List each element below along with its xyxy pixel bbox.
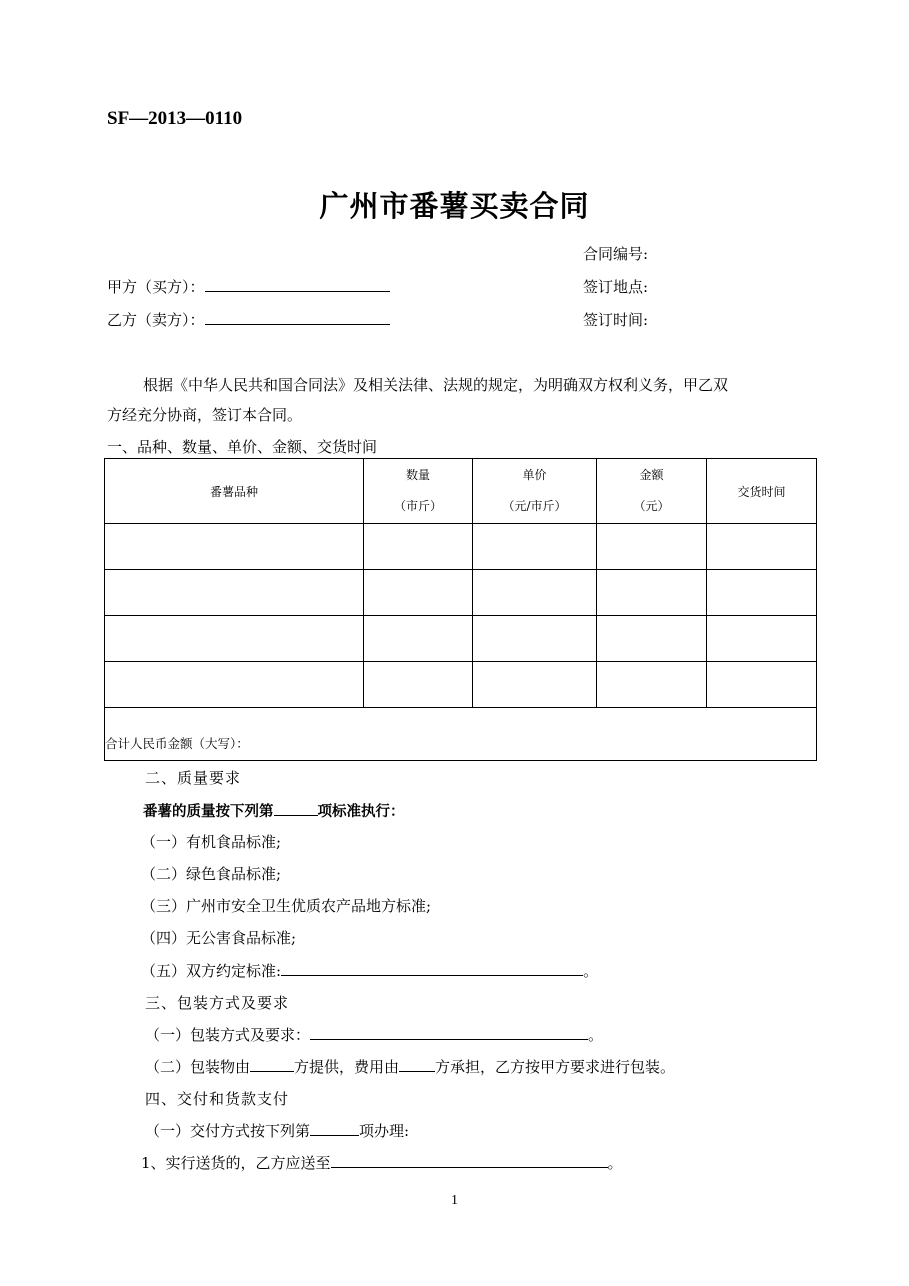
header-unit-price-label: 单价 xyxy=(522,468,547,482)
header-amount-label: 金额 xyxy=(639,468,664,482)
table-cell[interactable] xyxy=(473,570,597,616)
quality-item: （二）绿色食品标准; xyxy=(141,865,282,883)
section-3-heading: 三、包装方式及要求 xyxy=(145,994,290,1012)
delivery-destination-end: 。 xyxy=(607,1154,623,1172)
table-cell[interactable] xyxy=(597,616,707,662)
table-cell[interactable] xyxy=(707,662,817,708)
table-cell[interactable] xyxy=(597,662,707,708)
table-cell[interactable] xyxy=(473,662,597,708)
table-row xyxy=(105,524,817,570)
agreed-standard-label: （五）双方约定标准: xyxy=(141,962,282,980)
delivery-method-end: 项办理: xyxy=(359,1122,410,1140)
quality-clause xyxy=(143,800,405,821)
party-a-row xyxy=(107,276,390,297)
table-cell[interactable] xyxy=(597,570,707,616)
delivery-destination-label: 1、实行送货的，乙方应送至 xyxy=(141,1154,331,1172)
packaging-method-blank[interactable] xyxy=(310,1024,588,1040)
total-amount-cell[interactable] xyxy=(105,708,817,761)
sign-place-label: 签订地点: xyxy=(583,278,649,296)
table-cell[interactable] xyxy=(105,616,364,662)
table-cell[interactable] xyxy=(597,524,707,570)
delivery-method-blank[interactable] xyxy=(310,1120,359,1136)
packaging-method-label: （一）包装方式及要求： xyxy=(145,1026,311,1044)
table-row xyxy=(105,570,817,616)
header-quantity xyxy=(364,459,473,524)
page-number: 1 xyxy=(451,1193,458,1208)
delivery-destination xyxy=(141,1152,623,1173)
table-cell[interactable] xyxy=(105,570,364,616)
quality-clause-end: 项标准执行： xyxy=(317,804,405,820)
quality-item-agreed xyxy=(141,960,598,981)
table-cell[interactable] xyxy=(364,616,473,662)
quality-clause-start: 番薯的质量按下列第 xyxy=(143,804,274,820)
table-row xyxy=(105,662,817,708)
quality-item: （一）有机食品标准; xyxy=(141,833,282,851)
section-4-heading: 四、交付和货款支付 xyxy=(145,1090,290,1108)
party-a-label: 甲方（买方）： xyxy=(107,278,205,296)
document-code: SF—2013—0110 xyxy=(107,108,243,129)
table-total-row xyxy=(105,708,817,761)
intro-line-2: 方经充分协商，签订本合同。 xyxy=(107,406,303,424)
table-cell[interactable] xyxy=(473,524,597,570)
party-b-blank[interactable] xyxy=(205,309,390,325)
table-cell[interactable] xyxy=(364,524,473,570)
header-quantity-label: 数量 xyxy=(405,468,430,482)
total-amount-label: 合计人民币金额（大写）： xyxy=(105,736,249,751)
header-delivery-time: 交货时间 xyxy=(707,459,817,524)
table-cell[interactable] xyxy=(364,570,473,616)
table-cell[interactable] xyxy=(473,616,597,662)
table-row xyxy=(105,616,817,662)
packaging-provider-mid: 方提供，费用由 xyxy=(294,1058,400,1076)
header-unit-price-unit: （元/市斤） xyxy=(502,499,567,513)
quality-item: （四）无公害食品标准; xyxy=(141,929,297,947)
header-variety: 番薯品种 xyxy=(105,459,364,524)
header-amount xyxy=(597,459,707,524)
party-a-blank[interactable] xyxy=(205,276,390,292)
delivery-method-start: （一）交付方式按下列第 xyxy=(145,1122,311,1140)
table-cell[interactable] xyxy=(105,662,364,708)
table-cell[interactable] xyxy=(707,616,817,662)
table-cell[interactable] xyxy=(105,524,364,570)
table-cell[interactable] xyxy=(707,570,817,616)
page-title: 广州市番薯买卖合同 xyxy=(319,189,590,223)
quality-item: （三）广州市安全卫生优质农产品地方标准; xyxy=(141,897,432,915)
delivery-method xyxy=(145,1120,409,1141)
header-amount-unit: （元） xyxy=(633,499,670,513)
intro-line-1: 根据《中华人民共和国合同法》及相关法律、法规的规定，为明确双方权利义务，甲乙双 xyxy=(143,376,729,394)
table-cell[interactable] xyxy=(707,524,817,570)
packaging-provider-end: 方承担，乙方按甲方要求进行包装。 xyxy=(435,1058,676,1076)
party-b-row xyxy=(107,309,390,330)
header-unit-price xyxy=(473,459,597,524)
contract-number-label: 合同编号: xyxy=(583,245,649,263)
agreed-standard-end: 。 xyxy=(583,962,599,980)
table-header-row xyxy=(105,459,817,524)
goods-table xyxy=(104,458,817,761)
packaging-provider-start: （二）包装物由 xyxy=(145,1058,251,1076)
packaging-method xyxy=(145,1024,603,1045)
quality-item-blank[interactable] xyxy=(274,801,318,817)
section-2-heading: 二、质量要求 xyxy=(145,769,242,787)
section-1-heading: 一、品种、数量、单价、金额、交货时间 xyxy=(107,438,378,456)
packaging-provider-blank[interactable] xyxy=(250,1056,294,1072)
delivery-destination-blank[interactable] xyxy=(331,1152,608,1168)
packaging-provider xyxy=(145,1056,675,1077)
sign-time-label: 签订时间: xyxy=(583,311,649,329)
header-quantity-unit: （市斤） xyxy=(393,499,442,513)
agreed-standard-blank[interactable] xyxy=(281,960,583,976)
table-cell[interactable] xyxy=(364,662,473,708)
party-b-label: 乙方（卖方）： xyxy=(107,311,205,329)
packaging-cost-blank[interactable] xyxy=(399,1056,435,1072)
packaging-method-end: 。 xyxy=(588,1026,604,1044)
